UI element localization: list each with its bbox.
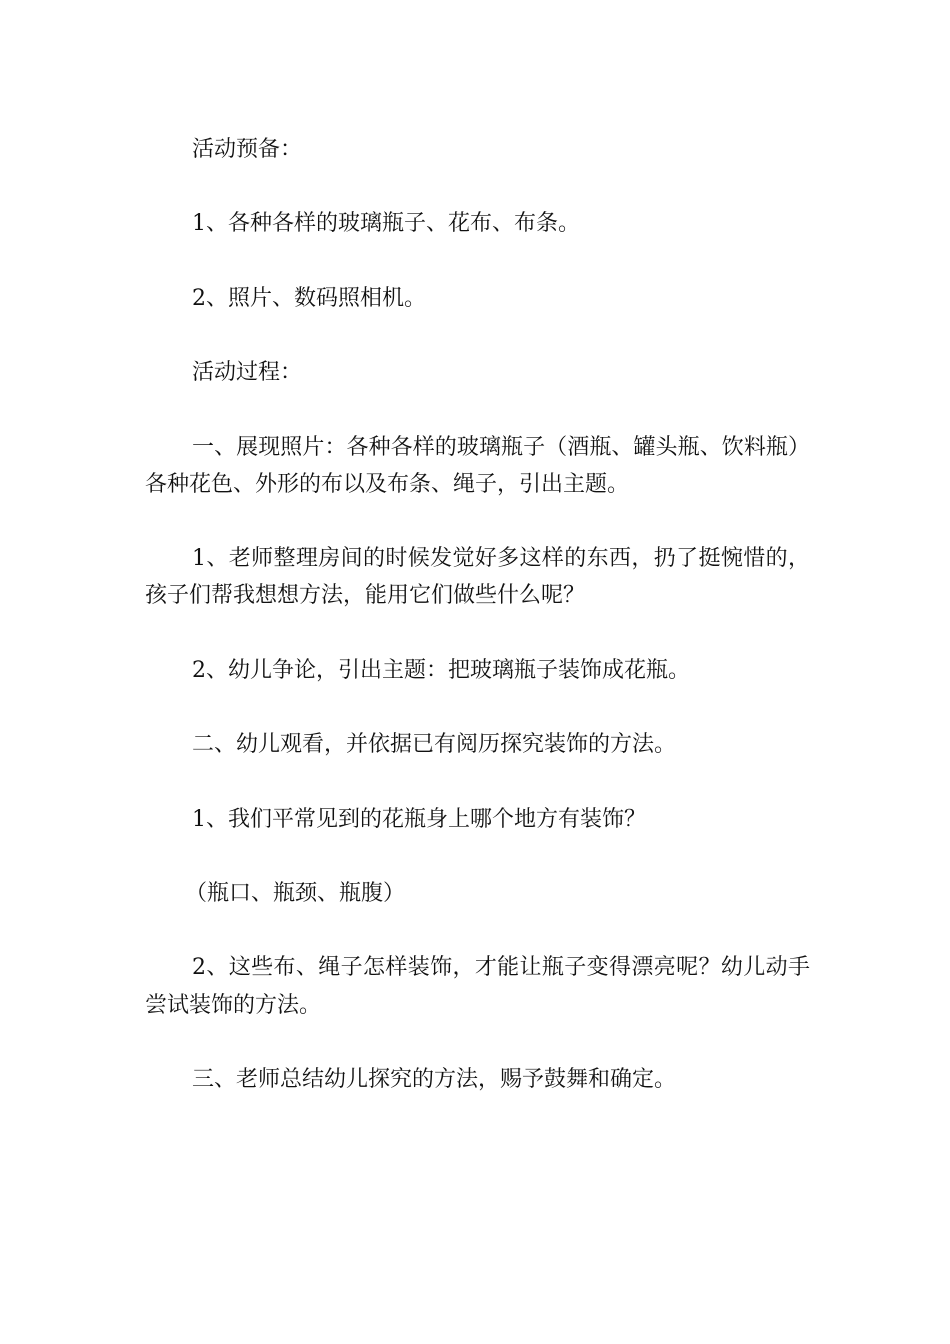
paragraph-step-2-item-1: 1、我们平常见到的花瓶身上哪个地方有装饰？ <box>192 806 646 832</box>
paragraph-preparation-item-1: 1、各种各样的玻璃瓶子、花布、布条。 <box>192 211 580 237</box>
paragraph-step-2-note: （瓶口、瓶颈、瓶腹） <box>185 880 406 906</box>
document-body <box>145 131 810 1135</box>
paragraph-step-2-item-2: 2、这些布、绳子怎样装饰，才能让瓶子变得漂亮呢？幼儿动手尝试装饰的方法。 <box>145 955 810 1018</box>
paragraph-process-heading: 活动过程： <box>192 360 303 386</box>
paragraph-step-1: 一、展现照片：各种各样的玻璃瓶子（酒瓶、罐头瓶、饮料瓶）各种花色、外形的布以及布条、绳子，引出主题。 <box>145 434 810 497</box>
paragraph-preparation-heading: 活动预备： <box>192 137 303 162</box>
paragraph-preparation-item-2: 2、照片、数码照相机。 <box>192 285 426 311</box>
paragraph-step-3: 三、老师总结幼儿探究的方法，赐予鼓舞和确定。 <box>192 1066 677 1092</box>
paragraph-step-1-item-1: 1、老师整理房间的时候发觉好多这样的东西，扔了挺惋惜的，孩子们帮我想想方法，能用它们做些什么呢？ <box>145 546 810 609</box>
paragraph-step-1-item-2: 2、幼儿争论，引出主题：把玻璃瓶子装饰成花瓶。 <box>192 657 690 683</box>
paragraph-step-2: 二、幼儿观看，并依据已有阅历探究装饰的方法。 <box>192 732 677 758</box>
